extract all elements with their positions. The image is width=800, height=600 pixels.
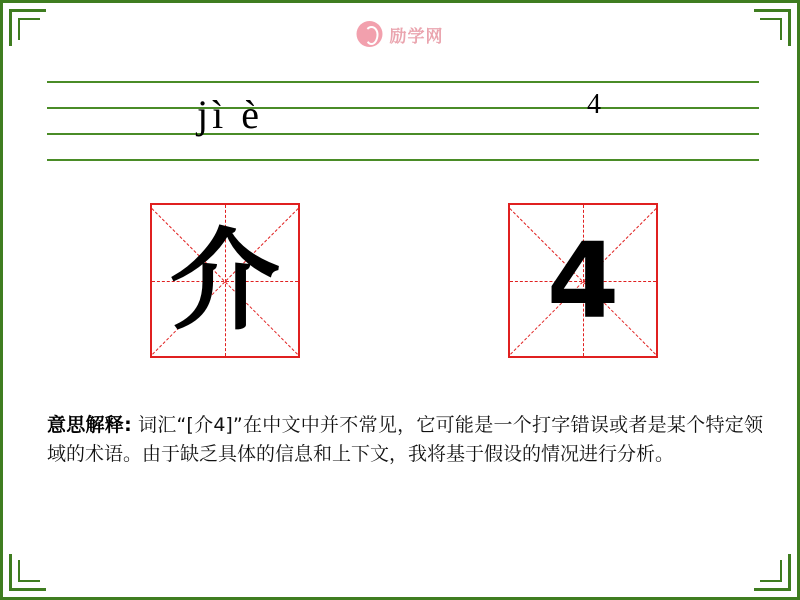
pinyin-staff	[47, 81, 759, 161]
explanation-block	[47, 411, 763, 470]
site-logo-label: 励学网	[389, 26, 444, 47]
staff-line-4	[47, 159, 759, 161]
tone-glyph: 4	[546, 219, 620, 342]
hanzi-glyph: 介	[170, 216, 280, 345]
ornament-corner-top-left	[9, 9, 46, 46]
hanzi-box	[150, 203, 300, 358]
tone-box	[508, 203, 658, 358]
pinyin-text: jì è	[197, 92, 263, 137]
staff-line-2	[47, 107, 759, 109]
site-logo	[357, 21, 444, 47]
staff-line-3	[47, 133, 759, 135]
tone-number-text: 4	[587, 89, 601, 120]
explanation-label: 意思解释:	[47, 414, 132, 436]
ornament-corner-top-right	[754, 9, 791, 46]
swirl-logo-icon	[357, 21, 383, 47]
staff-line-1	[47, 81, 759, 83]
explanation-text: 词汇“[介4]”在中文中并不常见，它可能是一个打字错误或者是某个特定领域的术语。由于缺乏具体的信息和上下文，我将基于假设的情况进行分析。	[47, 414, 763, 466]
character-grid-row	[3, 203, 800, 368]
ornament-corner-bottom-left	[9, 554, 46, 591]
ornament-corner-bottom-right	[754, 554, 791, 591]
